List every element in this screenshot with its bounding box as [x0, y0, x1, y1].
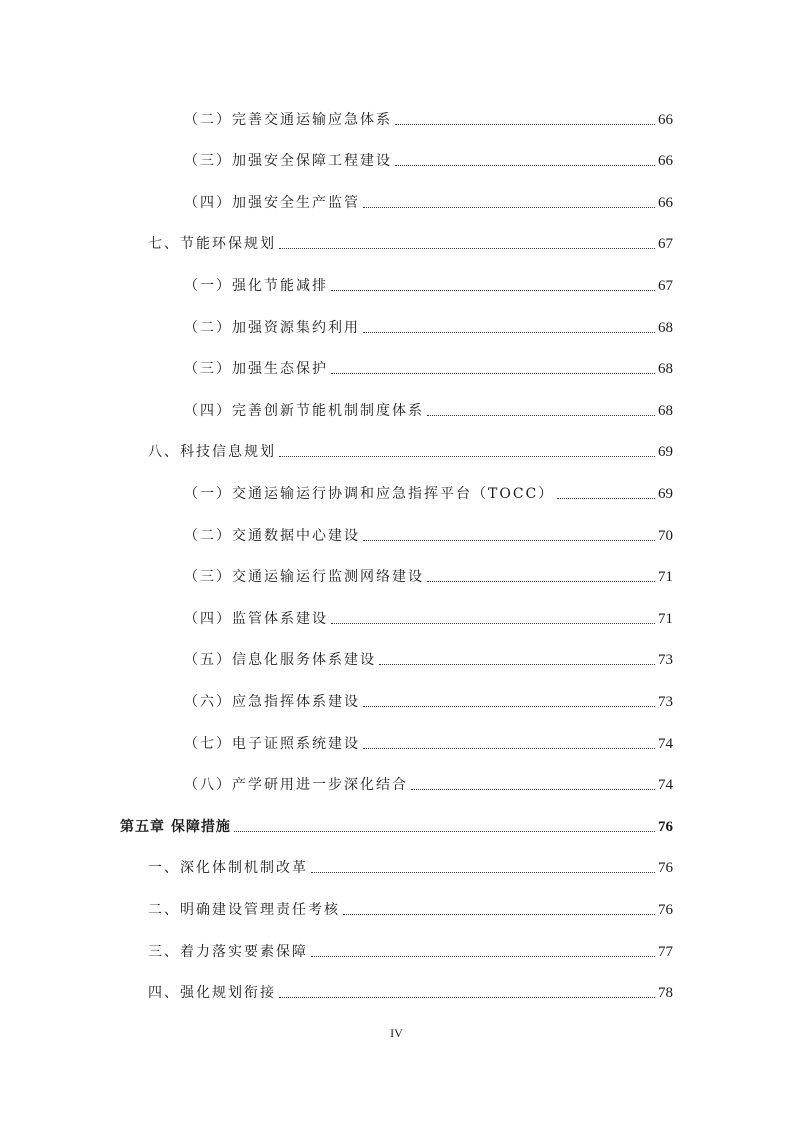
toc-entry[interactable]	[148, 230, 673, 254]
toc-entry-page: 66	[658, 112, 673, 128]
toc-entry-page: 76	[658, 902, 673, 918]
toc-entry-label: （七）电子证照系统建设	[184, 736, 360, 752]
toc-entry-page: 68	[658, 320, 673, 336]
toc-entry[interactable]	[148, 438, 673, 462]
toc-entry-page: 76	[658, 819, 673, 835]
toc-entry-page: 66	[658, 195, 673, 211]
toc-dot-leader	[279, 455, 655, 457]
toc-dot-leader	[343, 913, 655, 915]
toc-entry-label: （一）强化节能减排	[184, 278, 328, 294]
toc-entry-label: 第五章 保障措施	[120, 819, 231, 835]
toc-entry[interactable]	[184, 646, 673, 670]
toc-entry-page: 71	[658, 611, 673, 627]
toc-entry-label: （四）加强安全生产监管	[184, 195, 360, 211]
toc-entry[interactable]	[184, 771, 673, 795]
toc-entry-label: （三）交通运输运行监测网络建设	[184, 569, 424, 585]
toc-entry[interactable]	[148, 854, 673, 878]
toc-dot-leader	[279, 247, 655, 249]
toc-dot-leader	[311, 955, 655, 957]
toc-entry-page: 68	[658, 403, 673, 419]
toc-entry-label: （八）产学研用进一步深化结合	[184, 777, 408, 793]
toc-entry-page: 73	[658, 694, 673, 710]
toc-entry-label: 四、强化规划衔接	[148, 985, 276, 1001]
toc-dot-leader	[311, 871, 655, 873]
toc-entry[interactable]	[184, 480, 673, 504]
page-number: IV	[390, 1026, 403, 1040]
toc-entry-page: 67	[658, 236, 673, 252]
toc-entry-page: 67	[658, 278, 673, 294]
toc-entry-label: （三）加强生态保护	[184, 361, 328, 377]
toc-dot-leader	[411, 788, 655, 790]
toc-entry[interactable]	[184, 106, 673, 130]
toc-entry-page: 76	[658, 860, 673, 876]
toc-entry[interactable]	[184, 355, 673, 379]
toc-entry-page: 66	[658, 153, 673, 169]
toc-entry-label: （六）应急指挥体系建设	[184, 694, 360, 710]
toc-chapter-entry[interactable]	[120, 813, 673, 837]
toc-dot-leader	[331, 289, 655, 291]
toc-entry-page: 73	[658, 652, 673, 668]
toc-entry-label: （二）完善交通运输应急体系	[184, 112, 392, 128]
toc-entry-label: （四）完善创新节能机制制度体系	[184, 403, 424, 419]
toc-entry-label: 七、节能环保规划	[148, 236, 276, 252]
toc-entry-page: 68	[658, 361, 673, 377]
toc-dot-leader	[427, 414, 655, 416]
toc-dot-leader	[395, 123, 655, 125]
toc-entry-page: 74	[658, 777, 673, 793]
toc-entry[interactable]	[184, 272, 673, 296]
toc-entry-page: 71	[658, 569, 673, 585]
toc-entry-page: 74	[658, 736, 673, 752]
toc-entry-label: 一、深化体制机制改革	[148, 860, 308, 876]
toc-dot-leader	[363, 331, 655, 333]
toc-entry[interactable]	[148, 979, 673, 1003]
toc-entry[interactable]	[148, 938, 673, 962]
toc-entry-label: 三、着力落实要素保障	[148, 944, 308, 960]
toc-entry-label: （五）信息化服务体系建设	[184, 652, 376, 668]
toc-dot-leader	[363, 206, 655, 208]
toc-entry[interactable]	[184, 688, 673, 712]
toc-entry-page: 69	[658, 486, 673, 502]
toc-dot-leader	[363, 539, 655, 541]
toc-entry-label: （一）交通运输运行协调和应急指挥平台（TOCC）	[184, 486, 555, 502]
toc-entry[interactable]	[184, 563, 673, 587]
toc-dot-leader	[331, 372, 655, 374]
toc-entry-page: 78	[658, 985, 673, 1001]
toc-entry[interactable]	[148, 896, 673, 920]
toc-entry-page: 70	[658, 528, 673, 544]
toc-entry[interactable]	[184, 314, 673, 338]
toc-dot-leader	[279, 996, 655, 998]
toc-entry-page: 77	[658, 944, 673, 960]
toc-dot-leader	[379, 663, 655, 665]
toc-entry[interactable]	[184, 730, 673, 754]
toc-entry-label: 八、科技信息规划	[148, 444, 276, 460]
toc-dot-leader	[363, 747, 655, 749]
toc-dot-leader	[427, 580, 655, 582]
toc-dot-leader	[331, 622, 655, 624]
toc-entry[interactable]	[184, 397, 673, 421]
toc-entry-label: （二）交通数据中心建设	[184, 528, 360, 544]
toc-entry-label: （四）监管体系建设	[184, 611, 328, 627]
toc-entry-label: 二、明确建设管理责任考核	[148, 902, 340, 918]
toc-entry-page: 69	[658, 444, 673, 460]
toc-dot-leader	[363, 705, 655, 707]
toc-entry[interactable]	[184, 522, 673, 546]
toc-dot-leader	[395, 164, 655, 166]
toc-dot-leader	[557, 497, 655, 499]
toc-dot-leader	[234, 830, 655, 832]
toc-entry[interactable]	[184, 189, 673, 213]
toc-entry[interactable]	[184, 605, 673, 629]
toc-entry[interactable]	[184, 147, 673, 171]
toc-entry-label: （二）加强资源集约利用	[184, 320, 360, 336]
toc-entry-label: （三）加强安全保障工程建设	[184, 153, 392, 169]
